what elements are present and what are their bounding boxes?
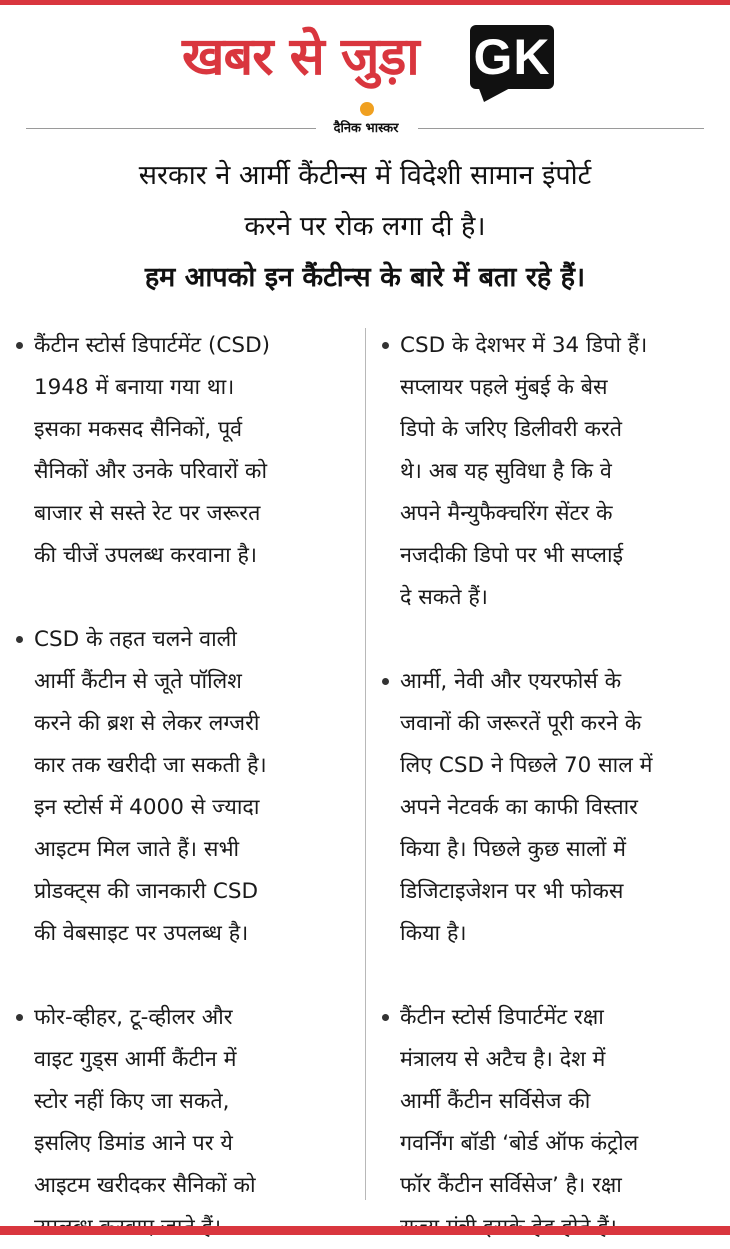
intro-line-2: करने पर रोक लगा दी है।: [244, 211, 486, 242]
column-divider: [365, 328, 366, 1200]
fact-line: आइटम मिल जाते हैं। सभी: [34, 837, 240, 862]
fact-item: [14, 325, 354, 577]
top-accent-bar: [0, 0, 730, 5]
fact-item: [380, 661, 725, 955]
fact-line: की चीजें उपलब्ध करवाना है।: [34, 543, 258, 568]
fact-line: इसलिए डिमांड आने पर ये: [34, 1131, 233, 1156]
fact-line: मंत्रालय से अटैच है। देश में: [400, 1047, 606, 1072]
fact-line: किया है।: [400, 921, 467, 946]
fact-item: [14, 619, 354, 955]
intro-line-1: सरकार ने आर्मी कैंटीन्स में विदेशी सामान इंपोर्ट: [138, 160, 592, 191]
fact-line: आर्मी, नेवी और एयरफोर्स के: [400, 669, 622, 694]
fact-line: दे सकते हैं।: [400, 585, 488, 610]
fact-line: सप्लायर पहले मुंबई के बेस: [400, 375, 608, 400]
fact-line: लिए CSD ने पिछले 70 साल में: [400, 753, 653, 778]
fact-line: अपने मैन्युफैक्चरिंग सेंटर के: [400, 501, 613, 526]
intro-line-3: हम आपको इन कैंटीन्स के बारे में बता रहे हैं।: [144, 262, 586, 293]
fact-line: डिपो के जरिए डिलीवरी करते: [400, 417, 622, 442]
left-divider-rule: [26, 128, 316, 129]
bullet-icon: [16, 342, 23, 349]
left-column: [14, 325, 354, 1249]
brand-logo: दैनिक भास्कर: [333, 121, 399, 136]
fact-line: डिजिटाइजेशन पर भी फोकस: [400, 879, 624, 904]
fact-line: आइटम खरीदकर सैनिकों को: [34, 1173, 256, 1198]
fact-item: [14, 997, 354, 1249]
fact-line: करने की ब्रश से लेकर लग्जरी: [34, 711, 260, 736]
fact-line: बाजार से सस्ते रेट पर जरूरत: [34, 501, 261, 526]
fact-item: [380, 325, 725, 619]
bullet-icon: [382, 678, 389, 685]
fact-line: अपने नेटवर्क का काफी विस्तार: [400, 795, 638, 820]
intro-text: [30, 150, 700, 303]
fact-line: स्टोर नहीं किए जा सकते,: [34, 1089, 230, 1114]
fact-line: कैंटीन स्टोर्स डिपार्टमेंट रक्षा: [400, 1005, 604, 1030]
fact-line: आर्मी कैंटीन से जूते पॉलिश: [34, 669, 242, 694]
bullet-icon: [16, 636, 23, 643]
fact-line: की वेबसाइट पर उपलब्ध है।: [34, 921, 249, 946]
fact-line: सैनिकों और उनके परिवारों को: [34, 459, 268, 484]
right-divider-rule: [418, 128, 704, 129]
fact-item: [380, 997, 725, 1249]
gk-badge: GK: [470, 25, 554, 89]
fact-line: वाइट गुड्स आर्मी कैंटीन में: [34, 1047, 237, 1072]
fact-line: इसका मकसद सैनिकों, पूर्व: [34, 417, 243, 442]
fact-line: किया है। पिछले कुछ सालों में: [400, 837, 626, 862]
right-column: [380, 325, 725, 1249]
fact-line: थे। अब यह सुविधा है कि वे: [400, 459, 612, 484]
bullet-icon: [382, 1014, 389, 1021]
fact-line: कैंटीन स्टोर्स डिपार्टमेंट (CSD): [34, 333, 271, 358]
sun-logo-icon: [360, 102, 374, 116]
bullet-icon: [382, 342, 389, 349]
fact-line: जवानों की जरूरतें पूरी करने के: [400, 711, 642, 736]
fact-line: CSD के देशभर में 34 डिपो हैं।: [400, 333, 648, 358]
headline-title: खबर से जुड़ा: [182, 27, 419, 87]
fact-line: CSD के तहत चलने वाली: [34, 627, 237, 652]
speech-bubble-tail-icon: [478, 86, 514, 102]
fact-line: फोर-व्हीहर, टू-व्हीलर और: [34, 1005, 233, 1030]
fact-line: गवर्निंग बॉडी ‘बोर्ड ऑफ कंट्रोल: [400, 1131, 639, 1156]
fact-line: इन स्टोर्स में 4000 से ज्यादा: [34, 795, 260, 820]
bottom-accent-bar: [0, 1226, 730, 1235]
bullet-icon: [16, 1014, 23, 1021]
fact-line: आर्मी कैंटीन सर्विसेज की: [400, 1089, 591, 1114]
fact-line: प्रोडक्ट्स की जानकारी CSD: [34, 879, 259, 904]
fact-line: कार तक खरीदी जा सकती है।: [34, 753, 267, 778]
fact-line: फॉर कैंटीन सर्विसेज’ है। रक्षा: [400, 1173, 622, 1198]
fact-line: 1948 में बनाया गया था।: [34, 375, 235, 400]
fact-line: नजदीकी डिपो पर भी सप्लाई: [400, 543, 624, 568]
